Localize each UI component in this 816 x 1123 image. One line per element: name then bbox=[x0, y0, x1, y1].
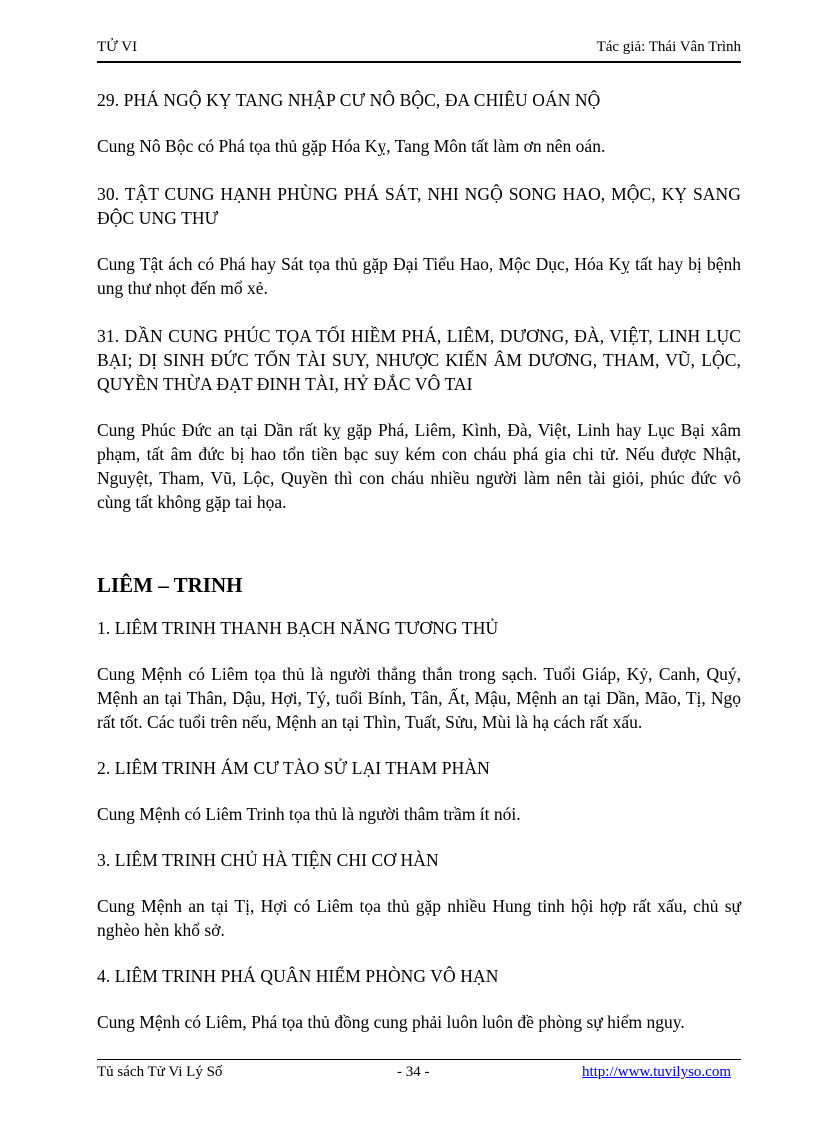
section-item-2-body: Cung Mệnh có Liêm Trinh tọa thủ là người thâm trầm ít nói. bbox=[97, 804, 521, 824]
page-header bbox=[97, 37, 741, 63]
item-30-heading: 30. TẬT CUNG HẠNH PHÙNG PHÁ SÁT, NHI NGỘ SONG HAO, MỘC, KỴ SANG ĐỘC UNG THƯ bbox=[97, 184, 741, 228]
header-title: TỬ VI bbox=[97, 39, 138, 55]
section-item-4-body: Cung Mệnh có Liêm, Phá tọa thủ đồng cung phải luôn luôn đề phòng sự hiểm nguy. bbox=[97, 1012, 685, 1032]
footer-series-title: Tủ sách Tử Vi Lý Số bbox=[97, 1064, 223, 1080]
item-30-body: Cung Tật ách có Phá hay Sát tọa thủ gặp Đại Tiểu Hao, Mộc Dục, Hóa Kỵ tất hay bị bệnh ung thư nhọt đến mổ xẻ. bbox=[97, 254, 741, 298]
section-item-3-body: Cung Mệnh an tại Tị, Hợi có Liêm tọa thủ gặp nhiều Hung tinh hội hợp rất xấu, chủ sự nghèo hèn khổ sở. bbox=[97, 896, 741, 940]
item-29-heading: 29. PHÁ NGỘ KỴ TANG NHẬP CƯ NÔ BỘC, ĐA CHIÊU OÁN NỘ bbox=[97, 90, 601, 110]
page-footer bbox=[97, 1059, 741, 1086]
item-31-body: Cung Phúc Đức an tại Dần rất kỵ gặp Phá, Liêm, Kình, Đà, Việt, Linh hay Lục Bại xâm phạm, tất âm đức bị hao tổn tiền bạc suy kém con cháu phá gia chi tử. Nếu được Nhật, Nguyệt, Tham, Vũ, Lộc, Quyền thì con cháu nhiều người làm nên tài giỏi, phúc đức vô cùng tất không gặp tai họa. bbox=[97, 420, 741, 512]
section-item-1-heading: 1. LIÊM TRINH THANH BẠCH NĂNG TƯƠNG THỦ bbox=[97, 618, 499, 638]
section-title: LIÊM – TRINH bbox=[97, 573, 243, 597]
section-item-2-heading: 2. LIÊM TRINH ÁM CƯ TÀO SỬ LẠI THAM PHÀN bbox=[97, 758, 490, 778]
footer-website-link[interactable]: http://www.tuvilyso.com bbox=[581, 1064, 731, 1080]
item-29-body: Cung Nô Bộc có Phá tọa thủ gặp Hóa Kỵ, Tang Môn tất làm ơn nên oán. bbox=[97, 136, 606, 156]
page-content bbox=[97, 88, 741, 1034]
section-item-4-heading: 4. LIÊM TRINH PHÁ QUÂN HIỂM PHÒNG VÔ HẠN bbox=[97, 966, 499, 986]
item-31-heading: 31. DẦN CUNG PHÚC TỌA TỐI HIỀM PHÁ, LIÊM, DƯƠNG, ĐÀ, VIỆT, LINH LỤC BẠI; DỊ SINH ĐỨC TỔN TÀI SUY, NHƯỢC KIẾN ÂM DƯƠNG, THAM, VŨ, LỘC, QUYỀN THỪA ĐẠT ĐINH TÀI, HỶ ĐẮC VÔ TAI bbox=[97, 326, 741, 394]
header-author: Tác giả: Thái Vân Trình bbox=[596, 39, 741, 55]
section-item-3-heading: 3. LIÊM TRINH CHỦ HÀ TIỆN CHI CƠ HÀN bbox=[97, 850, 439, 870]
section-item-1-body: Cung Mệnh có Liêm tọa thủ là người thẳng thắn trong sạch. Tuổi Giáp, Kỷ, Canh, Quý, Mệnh an tại Thân, Dậu, Hợi, Tý, tuổi Bính, Tân, Ất, Mậu, Mệnh an tại Dần, Mão, Tị, Ngọ rất tốt. Các tuổi trên nếu, Mệnh an tại Thìn, Tuất, Sửu, Mùi là hạ cách rất xấu. bbox=[97, 664, 741, 732]
page-number: - 34 - bbox=[397, 1064, 430, 1080]
